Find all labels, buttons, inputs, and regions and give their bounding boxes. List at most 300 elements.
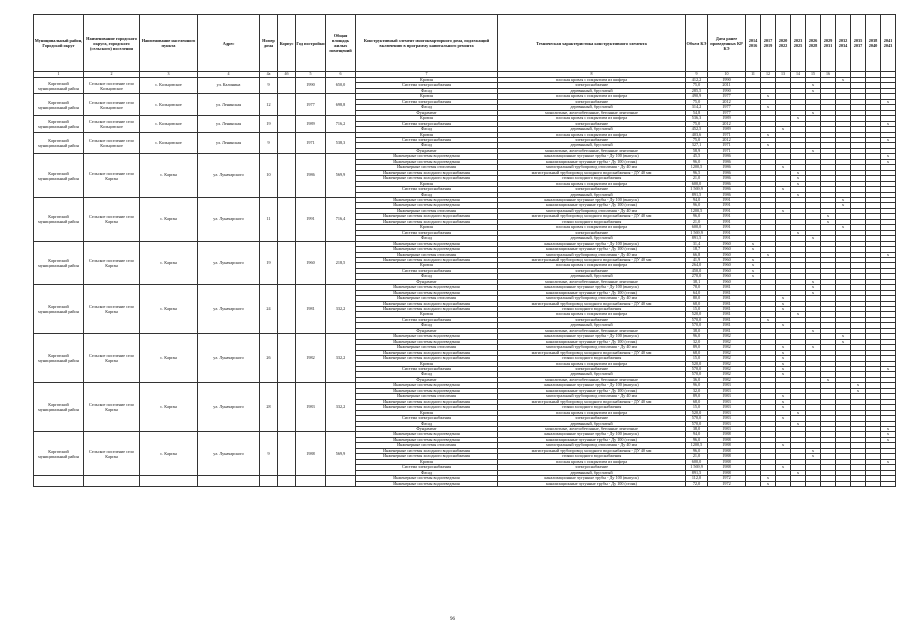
element-cell: Инженерные системы водоотведения	[356, 203, 498, 208]
period-mark-cell: x	[791, 181, 806, 186]
period-mark-cell: x	[776, 443, 791, 448]
settlement-cell: Сельское поселение село Карган	[84, 285, 140, 334]
previous-repair-cell: 1960	[708, 268, 746, 273]
building-cell	[278, 116, 296, 132]
locality-cell: с. Карган	[140, 334, 198, 383]
element-cell: Система электроснабжения	[356, 230, 498, 235]
volume-cell: 78,0	[686, 285, 708, 290]
element-cell: Инженерные системы холодного водоснабжения	[356, 307, 498, 312]
volume-cell: 21,0	[686, 219, 708, 224]
previous-repair-cell: 1986	[708, 170, 746, 175]
previous-repair-cell: 1988	[708, 465, 746, 470]
period-mark-cell: x	[776, 187, 791, 192]
volume-cell: 89,0	[686, 345, 708, 350]
characteristic-cell: электроснабжение	[498, 367, 686, 372]
period-mark-cell: x	[776, 296, 791, 301]
characteristic-cell: канализационные чугунные трубы - Ду 100 (стояк)	[498, 290, 686, 295]
characteristic-cell: электроснабжение	[498, 268, 686, 273]
year-built-cell: 1960	[296, 241, 326, 285]
volume-cell: 600,0	[686, 459, 708, 464]
settlement-cell: Сельское поселение село Кольцовское	[84, 116, 140, 132]
characteristic-cell: стояки холодного водоснабжения	[498, 176, 686, 181]
period-mark-cell: x	[776, 301, 791, 306]
period-mark-cell: x	[881, 432, 896, 437]
year-built-cell: 1989	[296, 116, 326, 132]
street-cell: ул. Луначарского	[198, 241, 260, 285]
characteristic-cell: деревянный, брусчатый	[498, 372, 686, 377]
characteristic-cell: электроснабжение	[498, 416, 686, 421]
period-mark-cell: x	[806, 328, 821, 333]
area-cell: 716,2	[326, 116, 356, 132]
element-cell: Инженерные системы холодного водоснабжения	[356, 301, 498, 306]
volume-cell: 36,0	[686, 377, 708, 382]
characteristic-cell: магистральный трубопровод отопления - Ду 40 мм	[498, 296, 686, 301]
element-cell: Система электроснабжения	[356, 99, 498, 104]
column-number: 10	[708, 72, 746, 78]
volume-cell: 94,0	[686, 197, 708, 202]
characteristic-cell: канализационные чугунные трубы - Ду 100 (выпуск)	[498, 334, 686, 339]
district-cell: Каргатский муниципальный район	[34, 78, 84, 94]
element-cell: Кровля	[356, 263, 498, 268]
volume-cell: 66,8	[686, 252, 708, 257]
street-cell: ул. Луначарского	[198, 334, 260, 383]
characteristic-cell: канализационные чугунные трубы - Ду 100 (выпуск)	[498, 241, 686, 246]
characteristic-cell: канализационные чугунные трубы - Ду 100 (стояк)	[498, 437, 686, 442]
column-number: 14	[791, 72, 806, 78]
previous-repair-cell: 1977	[708, 94, 746, 99]
period-mark-cell: x	[776, 399, 791, 404]
previous-repair-cell: 1983	[708, 427, 746, 432]
volume-cell: 891,5	[686, 236, 708, 241]
volume-cell: 270,0	[686, 274, 708, 279]
characteristic-cell: плоская кровля с покрытием из шифера	[498, 410, 686, 415]
building-cell	[278, 132, 296, 154]
district-cell: Каргатский муниципальный район	[34, 94, 84, 116]
column-header: Дата ранее проведенных КР КЭ	[708, 15, 746, 72]
locality-cell: с. Карган	[140, 383, 198, 432]
period-mark-cell: x	[806, 285, 821, 290]
volume-cell: 570,0	[686, 317, 708, 322]
period-mark-cell: x	[761, 105, 776, 110]
volume-cell: 45,5	[686, 154, 708, 159]
period-mark-cell: x	[776, 323, 791, 328]
previous-repair-cell: 1991	[708, 208, 746, 213]
characteristic-cell: канализационные чугунные трубы - Ду 100 (стояк)	[498, 203, 686, 208]
previous-repair-cell: 2011	[708, 83, 746, 88]
column-header: Год постройки	[296, 15, 326, 72]
element-cell: Инженерные системы водоотведения	[356, 339, 498, 344]
column-header: 2017 2019	[761, 15, 776, 72]
street-cell: ул. Калинина	[198, 78, 260, 94]
volume-cell: 1 569,9	[686, 230, 708, 235]
period-mark-cell: x	[881, 121, 896, 126]
settlement-cell: Сельское поселение село Карган	[84, 334, 140, 383]
column-header: 2023 2025	[791, 15, 806, 72]
previous-repair-cell: 1982	[708, 350, 746, 355]
house-number-cell: 28	[260, 383, 278, 432]
characteristic-cell: электроснабжение	[498, 83, 686, 88]
element-cell: Кровля	[356, 132, 498, 137]
column-number: 3	[140, 72, 198, 78]
volume-cell: 1200,5	[686, 443, 708, 448]
previous-repair-cell: 1983	[708, 399, 746, 404]
volume-cell: 32,0	[686, 339, 708, 344]
element-cell: Инженерные системы отопления	[356, 345, 498, 350]
period-mark-cell: x	[776, 356, 791, 361]
characteristic-cell: плоская кровля с покрытием из шифера	[498, 225, 686, 230]
characteristic-cell: стояки холодного водоснабжения	[498, 307, 686, 312]
element-cell: Инженерные системы холодного водоснабжения	[356, 405, 498, 410]
element-cell: Кровля	[356, 116, 498, 121]
period-mark-cell: x	[806, 454, 821, 459]
characteristic-cell: деревянный, брусчатый	[498, 105, 686, 110]
previous-repair-cell: 1988	[708, 437, 746, 442]
characteristic-cell: стояки холодного водоснабжения	[498, 454, 686, 459]
characteristic-cell: канализационные чугунные трубы - Ду 100 (выпуск)	[498, 476, 686, 481]
volume-cell: 58,9	[686, 148, 708, 153]
element-cell: Кровля	[356, 312, 498, 317]
house-number-cell: 9	[260, 78, 278, 94]
element-cell: Инженерные системы холодного водоснабжения	[356, 257, 498, 262]
building-cell	[278, 154, 296, 198]
period-mark-cell	[746, 481, 761, 486]
element-cell: Фасад	[356, 127, 498, 132]
volume-cell: 536,3	[686, 116, 708, 121]
element-cell: Фасад	[356, 143, 498, 148]
characteristic-cell: канализационные чугунные трубы - Ду 100 (выпуск)	[498, 285, 686, 290]
column-header: 2035 2037	[851, 15, 866, 72]
element-cell: Фундамент	[356, 110, 498, 115]
previous-repair-cell: 1988	[708, 448, 746, 453]
previous-repair-cell: 1990	[708, 78, 746, 83]
volume-cell: 96,0	[686, 214, 708, 219]
element-cell: Инженерные системы холодного водоснабжения	[356, 170, 498, 175]
element-cell: Кровля	[356, 410, 498, 415]
house-number-cell: 19	[260, 116, 278, 132]
characteristic-cell: канализационные чугунные трубы - Ду 100 (стояк)	[498, 339, 686, 344]
period-mark-cell: x	[761, 94, 776, 99]
characteristic-cell: плоская кровля с покрытием из шифера	[498, 132, 686, 137]
characteristic-cell: магистральный трубопровод отопления - Ду 40 мм	[498, 443, 686, 448]
characteristic-cell: деревянный, брусчатый	[498, 236, 686, 241]
element-cell: Фундамент	[356, 377, 498, 382]
volume-cell: 68,0	[686, 399, 708, 404]
period-mark-cell: x	[806, 279, 821, 284]
element-cell: Система электроснабжения	[356, 367, 498, 372]
volume-cell: 570,0	[686, 323, 708, 328]
element-cell: Инженерные системы холодного водоснабжения	[356, 399, 498, 404]
house-number-cell: 26	[260, 334, 278, 383]
previous-repair-cell: 1960	[708, 279, 746, 284]
volume-cell: 38,0	[686, 328, 708, 333]
column-header: 2032 2034	[836, 15, 851, 72]
building-cell	[278, 476, 296, 487]
volume-cell: 570,0	[686, 416, 708, 421]
period-mark-cell: x	[836, 203, 851, 208]
period-mark-cell: x	[821, 214, 836, 219]
element-cell: Инженерные системы холодного водоснабжения	[356, 350, 498, 355]
period-mark-cell: x	[806, 448, 821, 453]
characteristic-cell: деревянный, брусчатый	[498, 323, 686, 328]
period-mark-cell	[851, 481, 866, 486]
previous-repair-cell: 1988	[708, 470, 746, 475]
settlement-cell: Сельское поселение село Кольцовское	[84, 94, 140, 116]
element-cell: Инженерные системы водоотведения	[356, 437, 498, 442]
previous-repair-cell: 1981	[708, 301, 746, 306]
previous-repair-cell: 1982	[708, 377, 746, 382]
locality-cell: с. Карган	[140, 197, 198, 241]
volume-cell: 412,2	[686, 78, 708, 83]
volume-cell: 96,0	[686, 334, 708, 339]
previous-repair-cell: 1983	[708, 388, 746, 393]
previous-repair-cell: 1960	[708, 252, 746, 257]
characteristic-cell: деревянный, брусчатый	[498, 274, 686, 279]
characteristic-cell: магистральный трубопровод холодного водоснабжения - ДУ 40 мм	[498, 301, 686, 306]
previous-repair-cell: 1983	[708, 405, 746, 410]
period-mark-cell: x	[776, 345, 791, 350]
period-mark-cell: x	[806, 236, 821, 241]
element-cell: Инженерные системы холодного водоснабжения	[356, 214, 498, 219]
volume-cell: 1 569,9	[686, 465, 708, 470]
column-header: Номер дома	[260, 15, 278, 72]
period-mark-cell	[821, 481, 836, 486]
period-mark-cell: x	[806, 110, 821, 115]
element-cell: Система электроснабжения	[356, 465, 498, 470]
previous-repair-cell: 1981	[708, 285, 746, 290]
period-mark-cell: x	[821, 219, 836, 224]
element-cell: Система электроснабжения	[356, 416, 498, 421]
period-mark-cell	[776, 481, 791, 486]
volume-cell: 80,0	[686, 296, 708, 301]
volume-cell: 75,0	[686, 121, 708, 126]
characteristic-cell: монолитные, железобетонные, бетонные ленточные	[498, 148, 686, 153]
previous-repair-cell: 1960	[708, 247, 746, 252]
period-mark-cell: x	[791, 421, 806, 426]
period-mark-cell: x	[836, 225, 851, 230]
previous-repair-cell: 1971	[708, 132, 746, 137]
volume-cell: 38,1	[686, 279, 708, 284]
year-built-cell: 1991	[296, 197, 326, 241]
element-cell: Фасад	[356, 421, 498, 426]
previous-repair-cell: 1981	[708, 328, 746, 333]
area-cell: 332,2	[326, 383, 356, 432]
element-cell: Инженерные системы водоотведения	[356, 383, 498, 388]
building-cell	[278, 383, 296, 432]
element-cell: Система электроснабжения	[356, 83, 498, 88]
building-cell	[278, 94, 296, 116]
locality-cell: с. Кольцовское	[140, 116, 198, 132]
volume-cell: 490,9	[686, 94, 708, 99]
previous-repair-cell: 1991	[708, 219, 746, 224]
volume-cell: 112,0	[686, 476, 708, 481]
volume-cell: 21,0	[686, 176, 708, 181]
element-cell: Инженерные системы водоотведения	[356, 154, 498, 159]
house-number-cell: 24	[260, 285, 278, 334]
volume-cell: 31,4	[686, 241, 708, 246]
street-cell: ул. Ленинская	[198, 116, 260, 132]
volume-cell: 285,5	[686, 88, 708, 93]
house-number-cell	[260, 476, 278, 487]
volume-cell: 96,0	[686, 159, 708, 164]
previous-repair-cell: 1972	[708, 476, 746, 481]
characteristic-cell: канализационные чугунные трубы - Ду 100 (стояк)	[498, 481, 686, 486]
settlement-cell: Сельское поселение село Кольцовское	[84, 132, 140, 154]
year-built-cell: 1977	[296, 94, 326, 116]
characteristic-cell: стояки холодного водоснабжения	[498, 405, 686, 410]
column-header: 2020 2022	[776, 15, 791, 72]
year-built-cell: 1986	[296, 154, 326, 198]
settlement-cell: Сельское поселение село Карган	[84, 154, 140, 198]
period-mark-cell: x	[836, 334, 851, 339]
characteristic-cell: магистральный трубопровод отопления - Ду 40 мм	[498, 252, 686, 257]
previous-repair-cell: 1982	[708, 356, 746, 361]
period-mark-cell: x	[746, 247, 761, 252]
volume-cell: 38,0	[686, 427, 708, 432]
element-cell: Инженерные системы отопления	[356, 252, 498, 257]
characteristic-cell: электроснабжение	[498, 317, 686, 322]
element-cell: Фасад	[356, 105, 498, 110]
period-mark-cell: x	[776, 165, 791, 170]
year-built-cell: 1990	[296, 78, 326, 94]
capital-repair-table	[33, 14, 896, 487]
element-cell: Инженерные системы холодного водоснабжения	[356, 448, 498, 453]
characteristic-cell: плоская кровля с покрытием из шифера	[498, 78, 686, 83]
volume-cell: 89,0	[686, 394, 708, 399]
district-cell: Каргатский муниципальный район	[34, 132, 84, 154]
previous-repair-cell: 1986	[708, 159, 746, 164]
previous-repair-cell: 1982	[708, 345, 746, 350]
previous-repair-cell: 1991	[708, 225, 746, 230]
volume-cell: 96,0	[686, 437, 708, 442]
element-cell: Инженерные системы водоотведения	[356, 476, 498, 481]
volume-cell: 403,6	[686, 132, 708, 137]
volume-cell: 15,0	[686, 405, 708, 410]
characteristic-cell: канализационные чугунные трубы - Ду 100 (выпуск)	[498, 154, 686, 159]
period-mark-cell: x	[806, 290, 821, 295]
volume-cell: 452,5	[686, 127, 708, 132]
column-number: 4	[198, 72, 260, 78]
period-mark-cell: x	[881, 137, 896, 142]
element-cell: Система электроснабжения	[356, 137, 498, 142]
volume-cell: 54,8	[686, 110, 708, 115]
program-table-sheet	[33, 14, 893, 487]
period-mark-cell: x	[776, 361, 791, 366]
element-cell: Инженерные системы водоотведения	[356, 247, 498, 252]
district-cell: Каргатский муниципальный район	[34, 241, 84, 285]
volume-cell: 75,0	[686, 137, 708, 142]
previous-repair-cell: 1983	[708, 416, 746, 421]
characteristic-cell: магистральный трубопровод отопления - Ду 40 мм	[498, 165, 686, 170]
previous-repair-cell: 1977	[708, 105, 746, 110]
year-built-cell	[296, 476, 326, 487]
previous-repair-cell: 1983	[708, 394, 746, 399]
house-number-cell: 10	[260, 154, 278, 198]
area-cell: 332,2	[326, 285, 356, 334]
volume-cell: 520,0	[686, 410, 708, 415]
page-number: 96	[450, 617, 455, 622]
previous-repair-cell: 1991	[708, 214, 746, 219]
table-header	[34, 15, 896, 78]
characteristic-cell: монолитные, железобетонные, бетонные ленточные	[498, 377, 686, 382]
period-mark-cell: x	[791, 312, 806, 317]
locality-cell: с. Карган	[140, 154, 198, 198]
period-mark-cell: x	[791, 192, 806, 197]
previous-repair-cell: 1991	[708, 230, 746, 235]
volume-cell: 1 569,9	[686, 187, 708, 192]
element-cell: Фасад	[356, 88, 498, 93]
building-cell	[278, 432, 296, 476]
characteristic-cell: канализационные чугунные трубы - Ду 100 (стояк)	[498, 159, 686, 164]
period-mark-cell: x	[791, 470, 806, 475]
column-header: Наименование населенного пункта	[140, 15, 198, 72]
characteristic-cell: деревянный, брусчатый	[498, 192, 686, 197]
period-mark-cell: x	[791, 170, 806, 175]
characteristic-cell: стояки холодного водоснабжения	[498, 356, 686, 361]
element-cell: Инженерные системы водоотведения	[356, 432, 498, 437]
column-number: 15	[806, 72, 821, 78]
period-mark-cell	[866, 481, 881, 486]
house-number-cell: 9	[260, 432, 278, 476]
element-cell: Система электроснабжения	[356, 317, 498, 322]
area-cell: 332,2	[326, 334, 356, 383]
period-mark-cell: x	[881, 427, 896, 432]
volume-cell: 264,0	[686, 263, 708, 268]
previous-repair-cell: 1991	[708, 236, 746, 241]
column-header: Адрес	[198, 15, 260, 72]
element-cell: Инженерные системы отопления	[356, 443, 498, 448]
element-cell: Фасад	[356, 372, 498, 377]
element-cell: Инженерные системы водоотведения	[356, 241, 498, 246]
characteristic-cell: деревянный, брусчатый	[498, 88, 686, 93]
characteristic-cell: магистральный трубопровод холодного водоснабжения - ДУ 40 мм	[498, 214, 686, 219]
characteristic-cell: деревянный, брусчатый	[498, 421, 686, 426]
period-mark-cell: x	[836, 339, 851, 344]
characteristic-cell: магистральный трубопровод холодного водоснабжения - ДУ 40 мм	[498, 448, 686, 453]
column-header: 2029 2031	[821, 15, 836, 72]
year-built-cell: 1988	[296, 432, 326, 476]
characteristic-cell: плоская кровля с покрытием из шифера	[498, 263, 686, 268]
volume-cell: 570,0	[686, 372, 708, 377]
characteristic-cell: магистральный трубопровод отопления - Ду 40 мм	[498, 394, 686, 399]
volume-cell: 64,0	[686, 290, 708, 295]
previous-repair-cell: 1988	[708, 443, 746, 448]
period-mark-cell: x	[746, 263, 761, 268]
characteristic-cell: электроснабжение	[498, 137, 686, 142]
volume-cell: 68,0	[686, 350, 708, 355]
period-mark-cell: x	[806, 83, 821, 88]
locality-cell	[140, 476, 198, 487]
element-cell: Инженерные системы водоотведения	[356, 285, 498, 290]
volume-cell: 570,0	[686, 367, 708, 372]
period-mark-cell	[881, 481, 896, 486]
characteristic-cell: плоская кровля с покрытием из шифера	[498, 181, 686, 186]
characteristic-cell: магистральный трубопровод отопления - Ду 40 мм	[498, 345, 686, 350]
house-number-cell: 9	[260, 132, 278, 154]
building-cell	[278, 197, 296, 241]
period-mark-cell: x	[746, 268, 761, 273]
period-mark-cell: x	[776, 307, 791, 312]
period-mark-cell: x	[881, 154, 896, 159]
column-header: Корпус	[278, 15, 296, 72]
previous-repair-cell: 1960	[708, 263, 746, 268]
period-mark-cell: x	[806, 88, 821, 93]
period-mark-cell: x	[761, 317, 776, 322]
district-cell: Каргатский муниципальный район	[34, 197, 84, 241]
previous-repair-cell: 1989	[708, 127, 746, 132]
area-cell: 650,0	[326, 78, 356, 94]
element-cell: Кровля	[356, 94, 498, 99]
volume-cell: 600,0	[686, 181, 708, 186]
